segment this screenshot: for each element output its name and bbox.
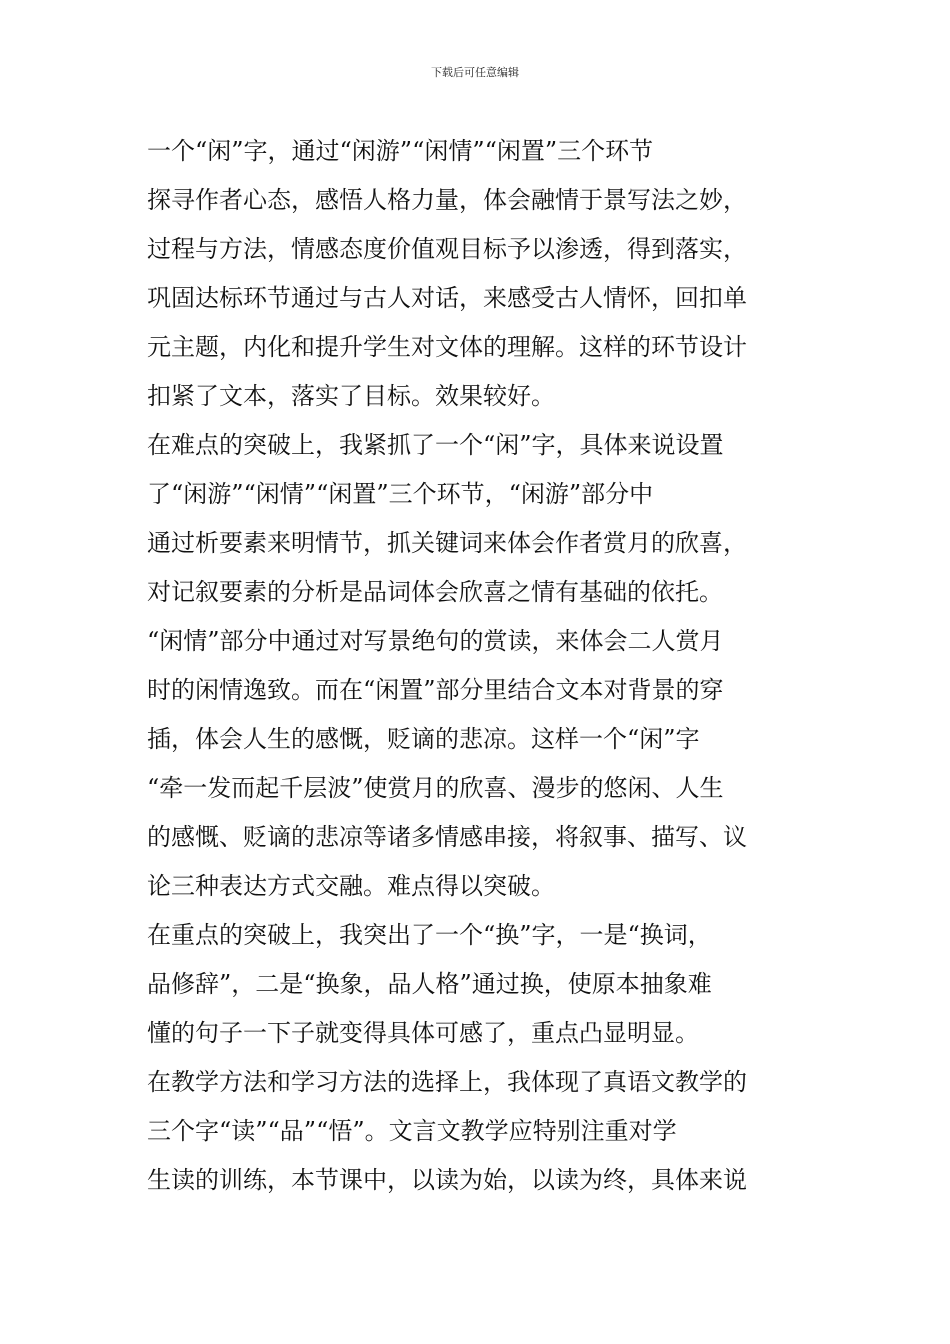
text-line: 在教学方法和学习方法的选择上，我体现了真语文教学的 xyxy=(147,1068,747,1096)
text-line: 插，体会人生的感慨，贬谪的悲凉。这样一个“闲”字 xyxy=(147,725,700,753)
text-line: 懂的句子一下子就变得具体可感了，重点凸显明显。 xyxy=(147,1019,699,1047)
text-line: 探寻作者心态，感悟人格力量，体会融情于景写法之妙， xyxy=(147,186,747,214)
text-line: 论三种表达方式交融。难点得以突破。 xyxy=(147,872,555,900)
text-line: 时的闲情逸致。而在“闲置”部分里结合文本对背景的穿 xyxy=(147,676,724,704)
text-line: 品修辞”，二是“换象，品人格”通过换，使原本抽象难 xyxy=(147,970,712,998)
text-line: “牵一发而起千层波”使赏月的欣喜、漫步的悠闲、人生 xyxy=(147,774,724,802)
text-line: 一个“闲”字，通过“闲游”“闲情”“闲置”三个环节 xyxy=(147,137,654,165)
text-line: 通过析要素来明情节，抓关键词来体会作者赏月的欣喜， xyxy=(147,529,747,557)
text-line: 过程与方法，情感态度价值观目标予以渗透，得到落实， xyxy=(147,235,747,263)
text-line: 对记叙要素的分析是品词体会欣喜之情有基础的依托。 xyxy=(147,578,723,606)
text-line: 在重点的突破上，我突出了一个“换”字，一是“换词， xyxy=(147,921,712,949)
text-line: “闲情”部分中通过对写景绝句的赏读，来体会二人赏月 xyxy=(147,627,724,655)
body-text xyxy=(147,127,813,1205)
page-header: 下载后可任意编辑 xyxy=(431,66,519,79)
text-line: 的感慨、贬谪的悲凉等诸多情感串接，将叙事、描写、议 xyxy=(147,823,747,851)
text-line: 三个字“读”“品”“悟”。文言文教学应特别注重对学 xyxy=(147,1117,677,1145)
text-line: 扣紧了文本，落实了目标。效果较好。 xyxy=(147,382,555,410)
text-line: 巩固达标环节通过与古人对话，来感受古人情怀，回扣单 xyxy=(147,284,747,312)
text-line: 在难点的突破上，我紧抓了一个“闲”字，具体来说设置 xyxy=(147,431,724,459)
text-line: 生读的训练，本节课中，以读为始，以读为终，具体来说 xyxy=(147,1166,747,1194)
text-line: 元主题，内化和提升学生对文体的理解。这样的环节设计 xyxy=(147,333,747,361)
text-line: 了“闲游”“闲情”“闲置”三个环节，“闲游”部分中 xyxy=(147,480,654,508)
